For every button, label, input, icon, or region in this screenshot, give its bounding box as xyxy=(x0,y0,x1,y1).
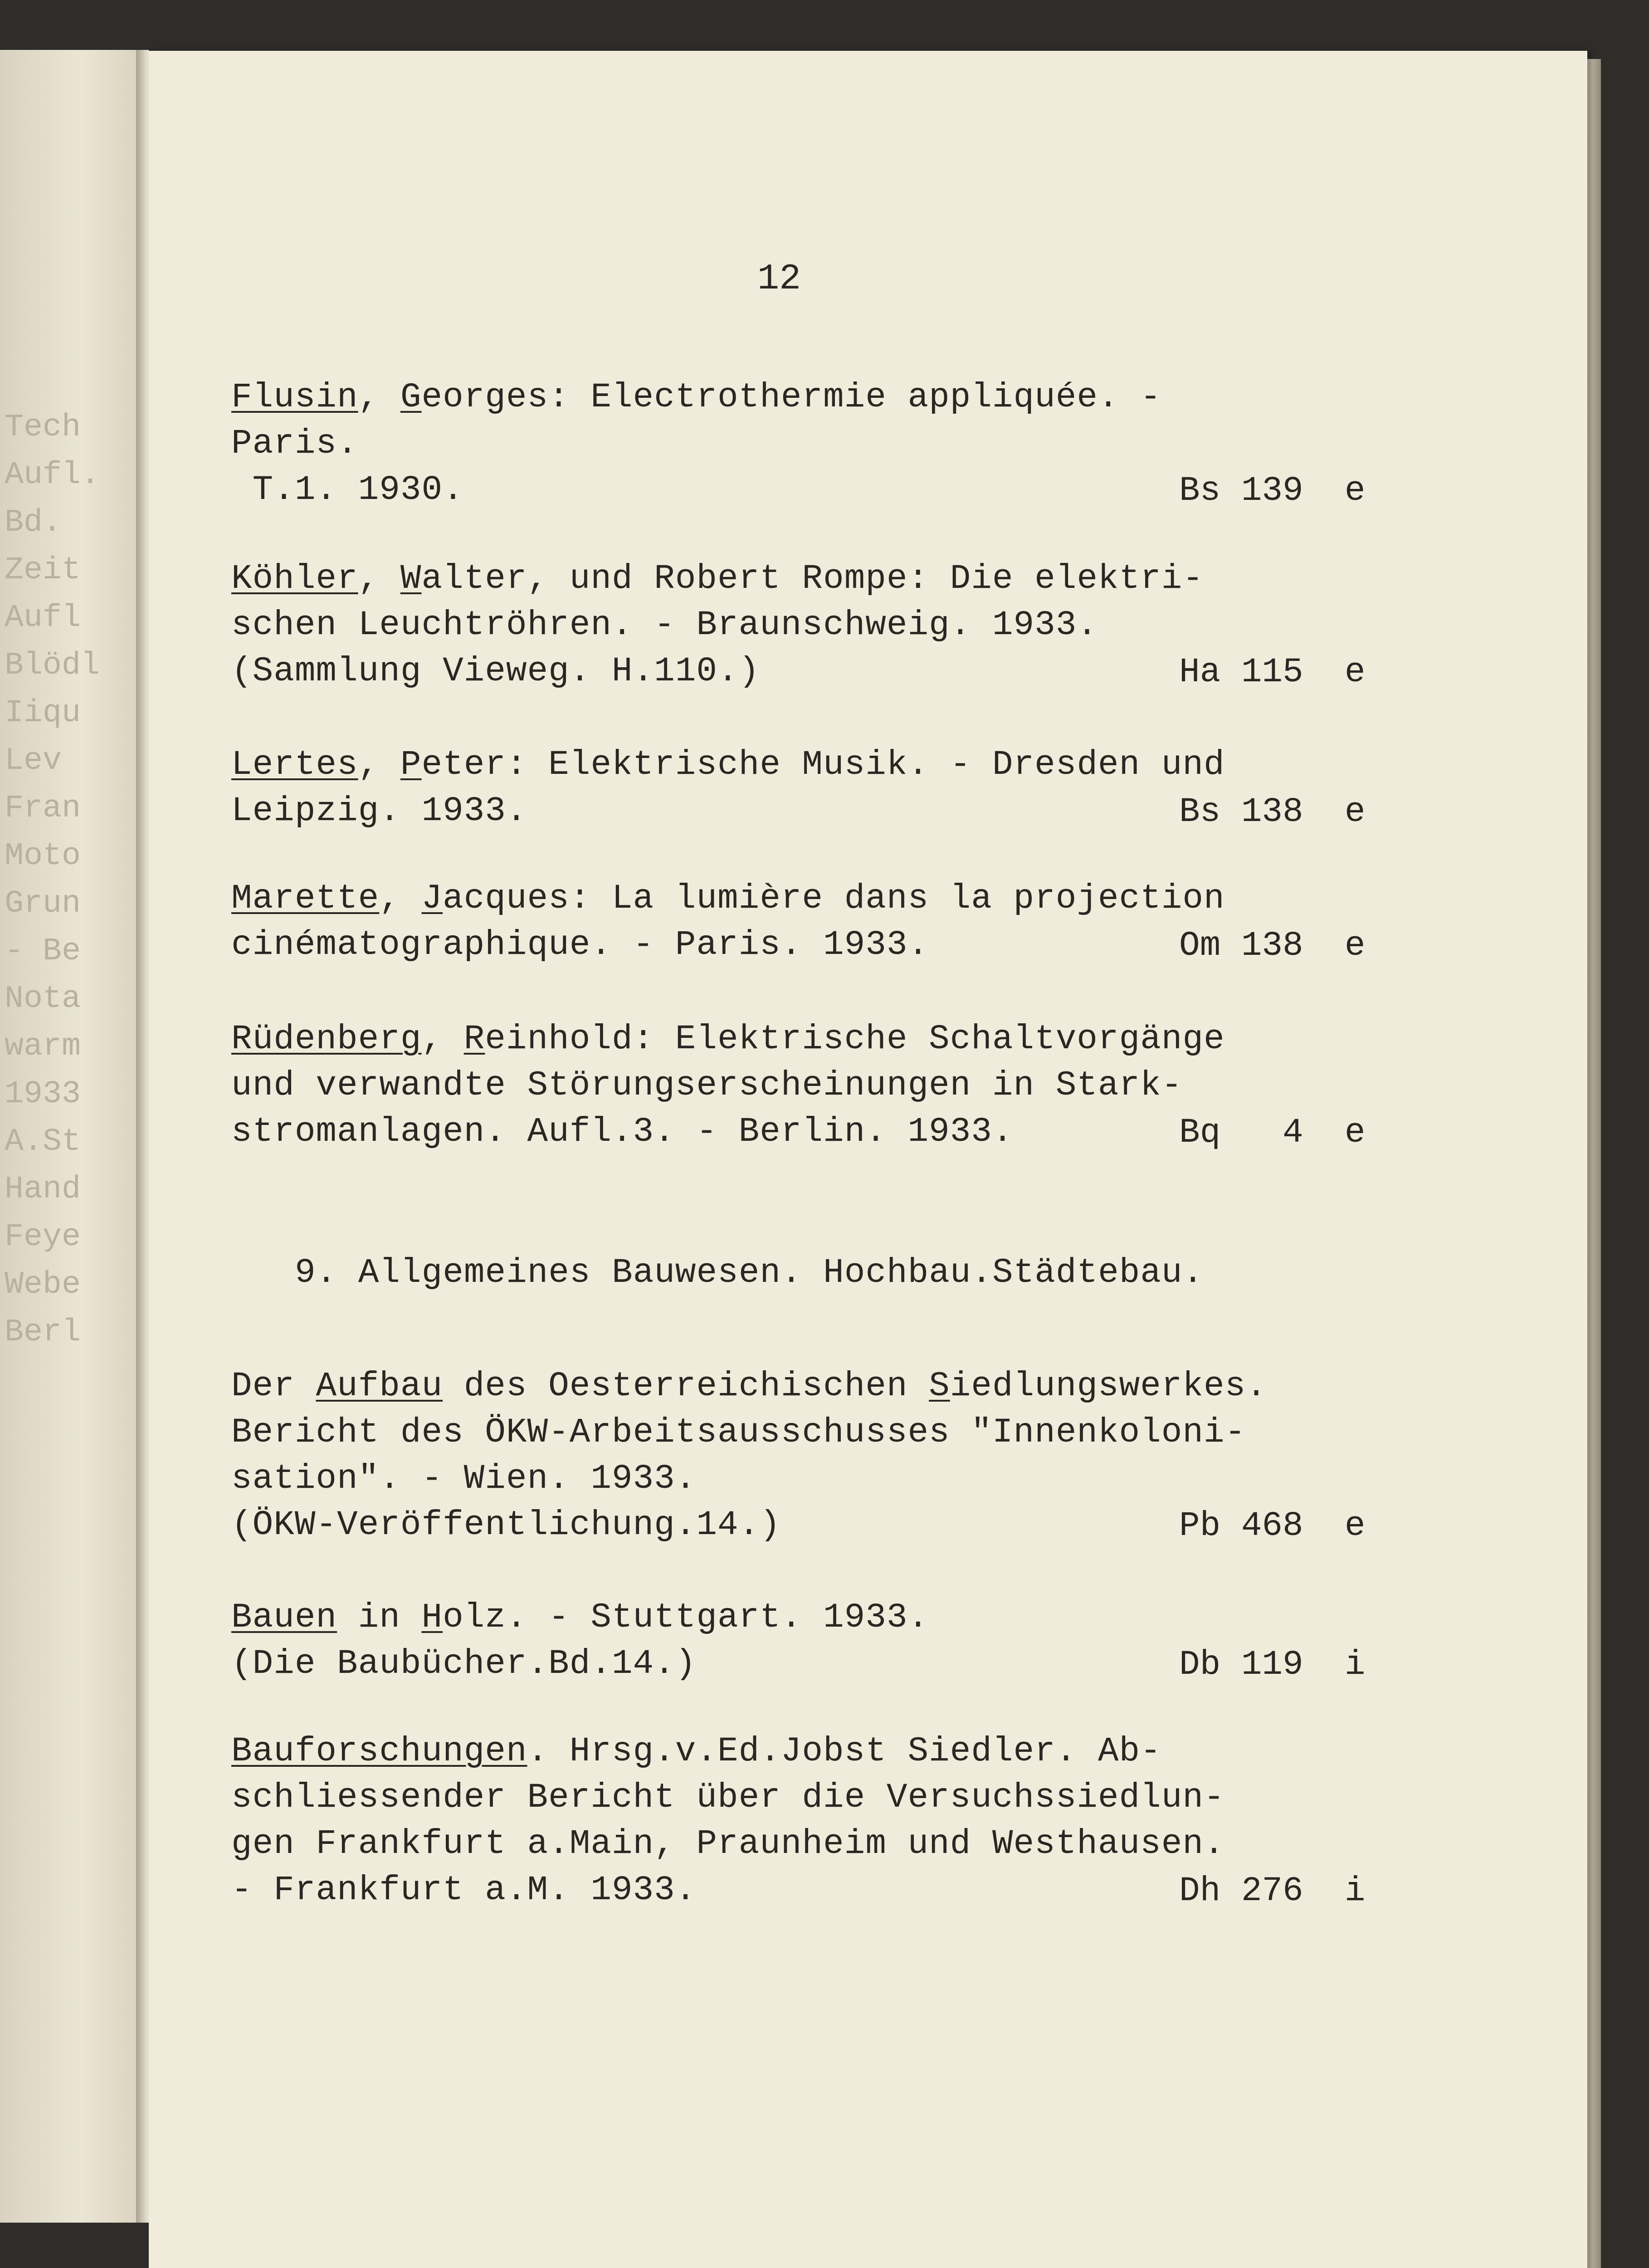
entry-line xyxy=(231,1062,1182,1109)
text: iedlungswerkes. xyxy=(950,1367,1267,1406)
underlined-text: Flusin xyxy=(231,378,358,417)
entry-line xyxy=(231,1821,1225,1867)
underlined-text: Rüdenberg xyxy=(231,1020,422,1059)
underlined-text: Marette xyxy=(231,879,380,918)
text: Paris. xyxy=(231,424,358,463)
text: (Die Baubücher.Bd.14.) xyxy=(231,1644,697,1683)
text: - Frankfurt a.M. 1933. xyxy=(231,1871,697,1910)
entry-line xyxy=(231,922,929,968)
text: des Oesterreichischen xyxy=(443,1367,929,1406)
text: Der xyxy=(231,1367,316,1406)
page-edge xyxy=(1587,59,1601,2268)
text: sation". - Wien. 1933. xyxy=(231,1459,697,1498)
entry-line xyxy=(231,1016,1225,1062)
underlined-text: S xyxy=(929,1367,950,1406)
text: (ÖKW-Veröffentlichung.14.) xyxy=(231,1505,781,1545)
entry-line xyxy=(231,742,1225,788)
underlined-text: P xyxy=(400,745,422,784)
text: Bericht des ÖKW-Arbeitsausschusses "Innenkoloni- xyxy=(231,1413,1246,1452)
text: schliessender Bericht über die Versuchssiedlun- xyxy=(231,1778,1225,1817)
section-heading: 9. Allgemeines Bauwesen. Hochbau.Städtebau. xyxy=(295,1253,1204,1292)
text: , xyxy=(379,879,422,918)
underlined-text: Bauen xyxy=(231,1598,337,1637)
underlined-text: J xyxy=(421,879,443,918)
text: , xyxy=(358,559,400,598)
text: T.1. 1930. xyxy=(231,470,464,509)
shelf-mark: Om 138 e xyxy=(1179,926,1366,965)
entry-line xyxy=(231,788,527,834)
book-gutter xyxy=(136,50,149,2223)
entry-line xyxy=(231,1409,1246,1456)
entry-line xyxy=(231,1641,696,1687)
underlined-text: Bauforschungen xyxy=(231,1732,527,1771)
underlined-text: G xyxy=(400,378,422,417)
entry-line xyxy=(231,1363,1267,1409)
shelf-mark: Bq 4 e xyxy=(1179,1113,1366,1152)
entry-line xyxy=(231,648,760,694)
page-number: 12 xyxy=(757,259,801,300)
underlined-text: Lertes xyxy=(231,745,358,784)
entry-line xyxy=(231,374,1161,420)
text: acques: La lumière dans la projection xyxy=(443,879,1225,918)
entry-line xyxy=(231,420,358,467)
entry-line xyxy=(231,556,1204,602)
text: gen Frankfurt a.Main, Praunheim und Westhausen. xyxy=(231,1824,1225,1863)
entry-line xyxy=(231,1867,696,1913)
underlined-text: W xyxy=(400,559,422,598)
underlined-text: Köhler xyxy=(231,559,358,598)
entry-line xyxy=(231,1109,1013,1155)
text: olz. - Stuttgart. 1933. xyxy=(443,1598,929,1637)
shelf-mark: Dh 276 i xyxy=(1179,1872,1366,1911)
entry-line xyxy=(231,1502,781,1548)
entry-line xyxy=(231,1774,1225,1821)
text: eorges: Electrothermie appliquée. - xyxy=(421,378,1161,417)
entry-line xyxy=(231,1594,929,1641)
text: , xyxy=(421,1020,464,1059)
text: stromanlagen. Aufl.3. - Berlin. 1933. xyxy=(231,1112,1014,1151)
shelf-mark: Bs 139 e xyxy=(1179,471,1366,510)
text: schen Leuchtröhren. - Braunschweig. 1933. xyxy=(231,606,1098,645)
entry-line xyxy=(231,467,464,513)
entry-line xyxy=(231,1728,1161,1774)
entry-line xyxy=(231,1456,696,1502)
shelf-mark: Bs 138 e xyxy=(1179,792,1366,831)
text: , xyxy=(358,745,400,784)
underlined-text: R xyxy=(463,1020,485,1059)
text: in xyxy=(337,1598,422,1637)
left-page-bleed-text: Tech Aufl. Bd. Zeit Aufl Blödl Iiqu Lev Fran Moto Grun - Be Nota warm 1933 A.St Hand Feye Webe Berl xyxy=(5,410,100,1350)
underlined-text: Aufbau xyxy=(316,1367,443,1406)
text: (Sammlung Vieweg. H.110.) xyxy=(231,652,760,691)
shelf-mark: Db 119 i xyxy=(1179,1645,1366,1684)
shelf-mark: Pb 468 e xyxy=(1179,1506,1366,1545)
underlined-text: H xyxy=(421,1598,443,1637)
text: , xyxy=(358,378,400,417)
text: und verwandte Störungserscheinungen in Stark- xyxy=(231,1066,1183,1105)
text: einhold: Elektrische Schaltvorgänge xyxy=(485,1020,1225,1059)
entry-line xyxy=(231,602,1098,648)
left-page-edge xyxy=(0,50,136,2223)
text: alter, und Robert Rompe: Die elektri- xyxy=(421,559,1204,598)
shelf-mark: Ha 115 e xyxy=(1179,653,1366,692)
entry-line xyxy=(231,875,1225,922)
text: Leipzig. 1933. xyxy=(231,792,527,831)
text: eter: Elektrische Musik. - Dresden und xyxy=(421,745,1225,784)
text: cinématographique. - Paris. 1933. xyxy=(231,925,929,964)
text: . Hrsg.v.Ed.Jobst Siedler. Ab- xyxy=(527,1732,1161,1771)
